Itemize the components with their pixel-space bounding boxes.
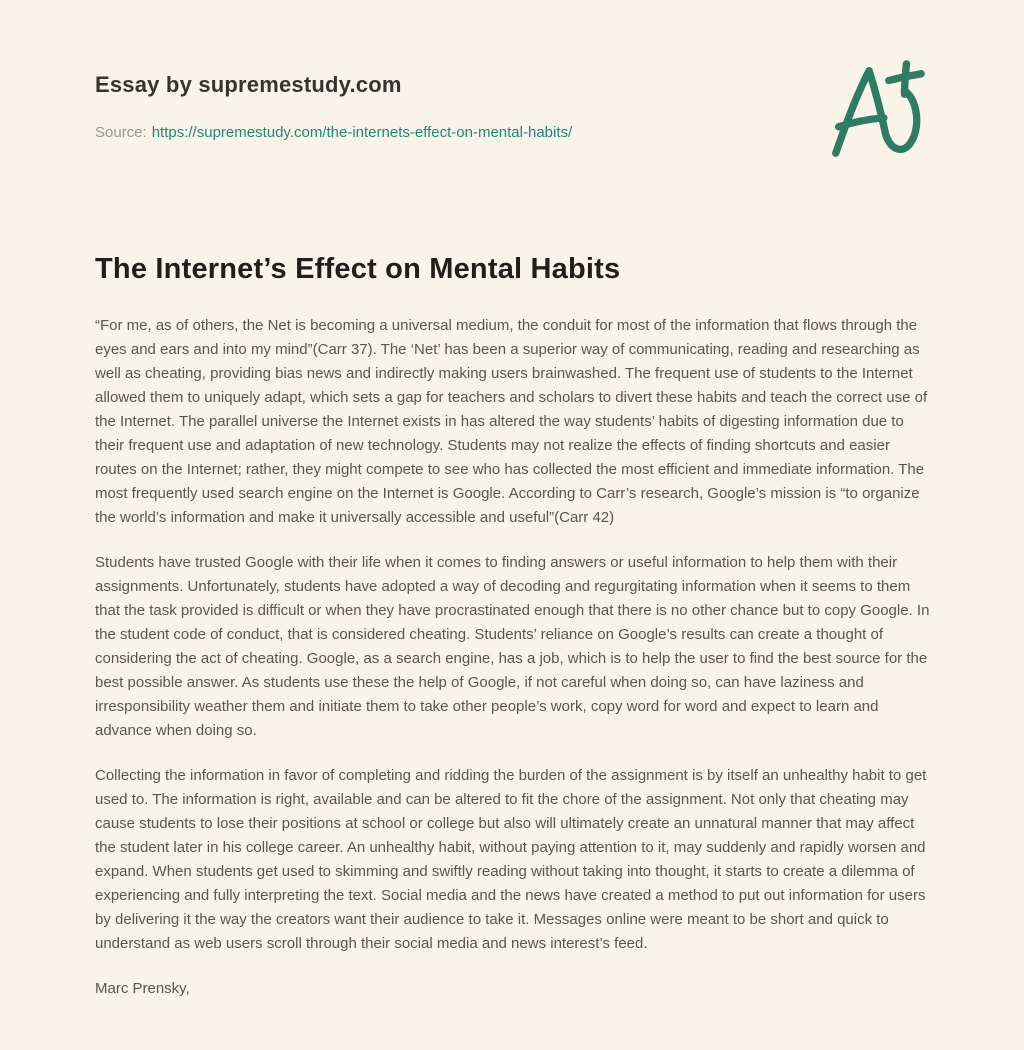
essay-paragraph-3: Collecting the information in favor of completing and ridding the burden of the assignment is by itself an unhealthy habit to get used to. The information is right, available and can be altered to fit the chore of the assignment. Not only that cheating may cause students to lose their positions at school or college but also will ultimately create an unnatural manner that may affect the student later in his college career. An unhealthy habit, without paying attention to it, may suddenly and rapidly worsen and expand. When students get used to skimming and swiftly reading without taking into thought, it starts to create a dilemma of experiencing and fully interpreting the text. Social media and the news have created a method to put out information for users by delivering it the way the creators want their audience to take it. Messages online were meant to be short and quick to understand as web users scroll through their social media and news interest’s feed. — [95, 767, 927, 952]
essay-title: The Internet’s Effect on Mental Habits — [95, 253, 621, 285]
source-url-link[interactable]: https://supremestudy.com/the-internets-effect-on-mental-habits/ — [151, 124, 573, 141]
source-line — [95, 124, 572, 141]
essay-article — [95, 250, 935, 1001]
a-plus-logo-icon — [822, 58, 930, 166]
source-label: Source: — [95, 124, 147, 141]
essay-paragraph-4: Marc Prensky, — [95, 980, 190, 997]
essay-by-heading: Essay by supremestudy.com — [95, 72, 402, 97]
essay-paragraph-2: Students have trusted Google with their life when it comes to finding answers or useful information to help them with their assignments. Unfortunately, students have adopted a way of decoding and regurgitating information when it seems to them that the task provided is difficult or when they have procrastinated enough that there is no other chance but to copy Google. In the student code of conduct, that is considered cheating. Students’ reliance on Google’s results can create a thought of considering the act of cheating. Google, as a search engine, has a job, which is to help the user to find the best source for the best possible answer. As students use these the help of Google, if not careful when doing so, can have laziness and irresponsibility weather them and initiate them to take other people’s work, copy word for word and expect to learn and advance when doing so. — [95, 554, 930, 739]
a-plus-logo — [822, 58, 930, 166]
essay-paragraph-1: “For me, as of others, the Net is becoming a universal medium, the conduit for most of the information that flows through the eyes and ears and into my mind”(Carr 37). The ‘Net’ has been a superior way of communicating, reading and researching as well as cheating, providing bias news and indirectly making users brainwashed. The frequent use of students to the Internet allowed them to uniquely adapt, which sets a gap for teachers and scholars to divert these habits and teach the correct use of the Internet. The parallel universe the Internet exists in has altered the way students’ habits of digesting information due to their frequent use and adaptation of new technology. Students may not realize the effects of finding shortcuts and easier routes on the Internet; rather, they might compete to see who has collected the most efficient and immediate information. The most frequently used search engine on the Internet is Google. According to Carr’s research, Google’s mission is “to organize the world’s information and make it universally accessible and useful”(Carr 42) — [95, 317, 928, 526]
